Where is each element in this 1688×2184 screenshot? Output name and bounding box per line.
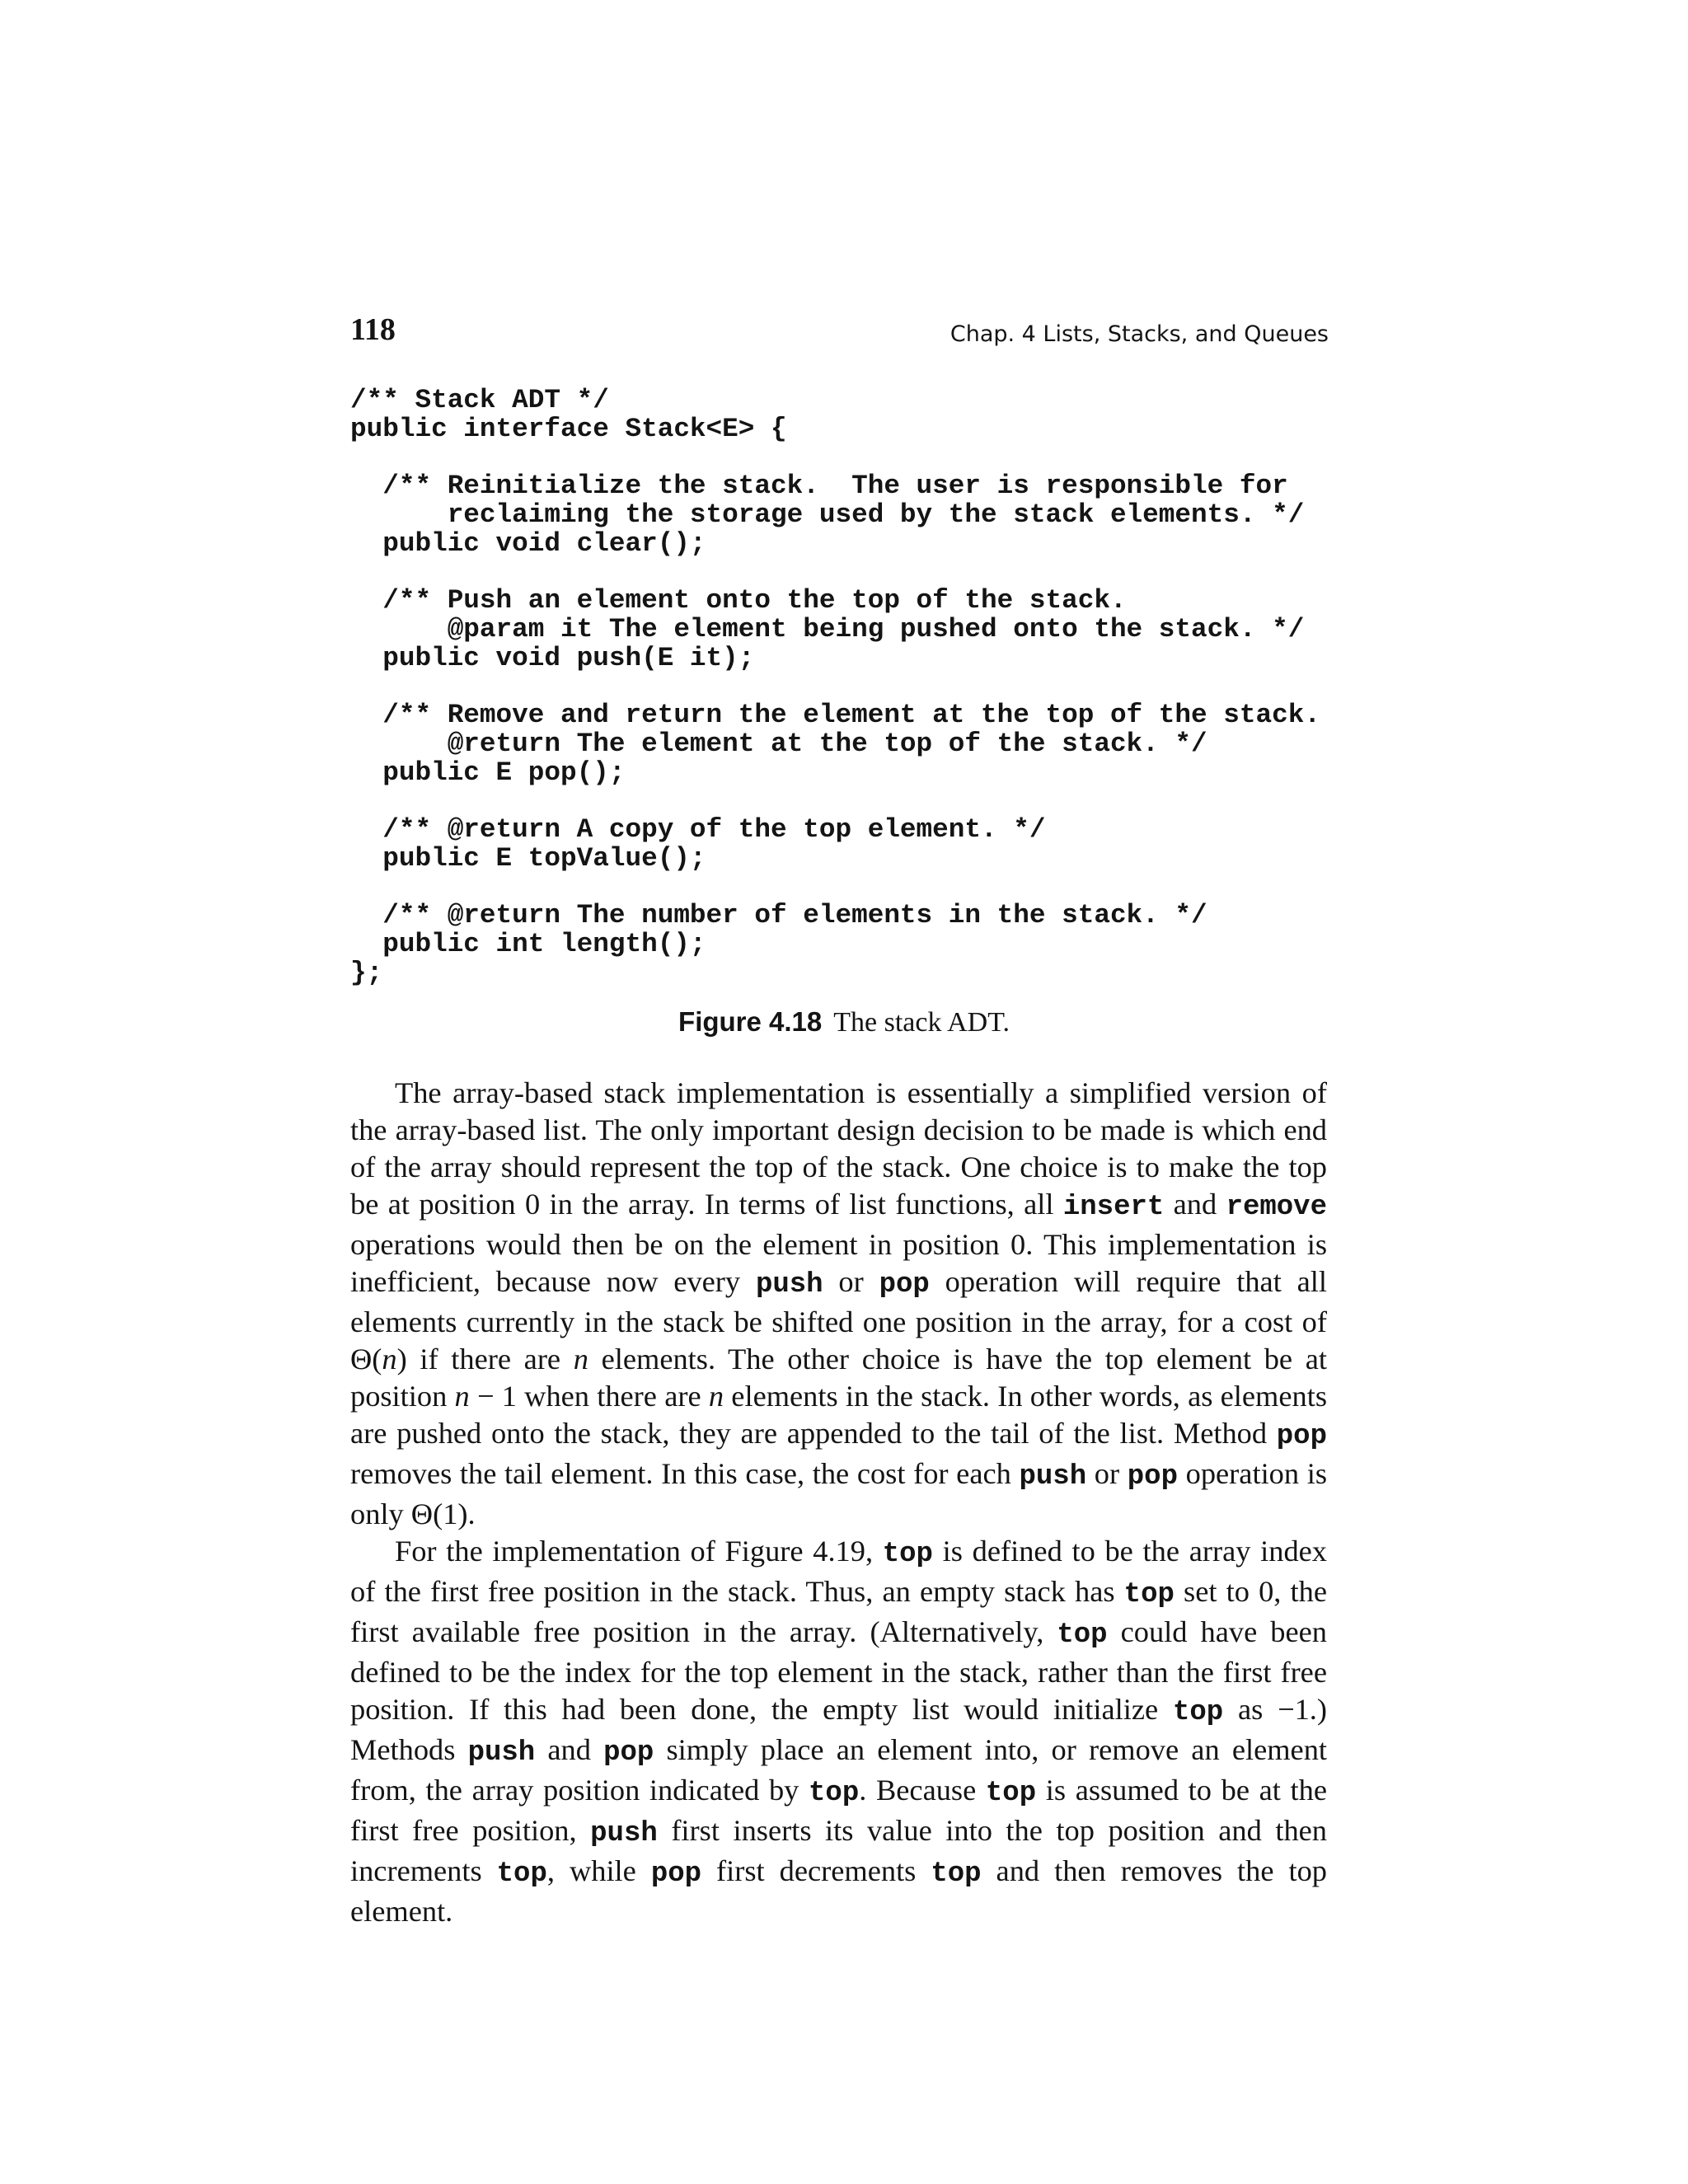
inline-code: top bbox=[809, 1778, 860, 1809]
text-run: and bbox=[1164, 1188, 1226, 1221]
math-expression: Θ(1) bbox=[410, 1497, 468, 1530]
math-expression: −1 bbox=[1278, 1693, 1310, 1726]
math-expression: n bbox=[573, 1343, 588, 1376]
code-line bbox=[350, 673, 1339, 701]
code-line: /** @return A copy of the top element. */ bbox=[350, 814, 1046, 845]
text-run: elements. The other choice is have the top element be at position bbox=[350, 1343, 1327, 1413]
inline-code: top bbox=[496, 1858, 547, 1890]
code-line: public E topValue(); bbox=[350, 843, 706, 874]
inline-code: pop bbox=[650, 1858, 702, 1890]
code-line: reclaiming the storage used by the stack elements. */ bbox=[350, 499, 1305, 530]
text-run: simply place an element into, or remove an element from, the array position indicated by bbox=[350, 1733, 1328, 1807]
text-run: if there are bbox=[406, 1343, 574, 1376]
code-line bbox=[350, 558, 1339, 586]
text-run: is defined to be the array index of the first free position in the stack. Thus, an empty stack has bbox=[350, 1535, 1327, 1608]
text-run: operation will require that all elements currently in the stack be shifted one position in the array, for a cost of bbox=[350, 1265, 1328, 1338]
code-line: public int length(); bbox=[350, 929, 706, 959]
inline-code: pop bbox=[603, 1737, 654, 1769]
code-line: /** @return The number of elements in the stack. */ bbox=[350, 900, 1207, 930]
text-run: operation is only bbox=[350, 1457, 1327, 1530]
text-run: and bbox=[535, 1733, 604, 1766]
inline-code: top bbox=[882, 1539, 933, 1570]
inline-code: push bbox=[467, 1737, 536, 1769]
math-expression: n bbox=[708, 1380, 724, 1413]
code-line: @param it The element being pushed onto the stack. */ bbox=[350, 614, 1305, 644]
text-run: , while bbox=[546, 1854, 651, 1887]
body-text bbox=[350, 1075, 1327, 1930]
figure-label: Figure 4.18 bbox=[678, 1006, 823, 1037]
page-number: 118 bbox=[350, 312, 396, 347]
inline-code: insert bbox=[1062, 1192, 1165, 1223]
code-line: public interface Stack<E> { bbox=[350, 414, 787, 444]
body-paragraph bbox=[350, 1075, 1327, 1533]
inline-code: pop bbox=[1276, 1421, 1327, 1452]
code-listing bbox=[350, 386, 1339, 987]
running-header: Chap. 4 Lists, Stacks, and Queues bbox=[950, 321, 1329, 347]
code-line bbox=[350, 443, 1339, 471]
code-line: /** Stack ADT */ bbox=[350, 385, 609, 415]
code-line: /** Push an element onto the top of the stack. bbox=[350, 585, 1127, 616]
code-line: /** Reinitialize the stack. The user is responsible for bbox=[350, 471, 1288, 501]
inline-code: top bbox=[985, 1778, 1037, 1809]
math-expression: Θ(n) bbox=[350, 1343, 407, 1376]
inline-code: top bbox=[1172, 1697, 1224, 1728]
text-run: . bbox=[467, 1497, 476, 1530]
text-run: when there are bbox=[516, 1380, 709, 1413]
text-run: For the implementation of Figure 4.19, bbox=[395, 1535, 883, 1568]
code-line bbox=[350, 873, 1339, 901]
text-run: operations would then be on the element in position 0. This implementation is inefficient, because now every bbox=[350, 1228, 1327, 1298]
code-line: public E pop(); bbox=[350, 757, 626, 788]
text-run: or bbox=[1086, 1457, 1128, 1490]
text-run: The array-based stack implementation is essentially a simplified version of the array-based list. The only important design decision to be made is which end of the array should represent the top of the stack. One choice is to make the top be at position 0 in the array. In terms of list functions, all bbox=[350, 1076, 1327, 1221]
body-paragraph bbox=[350, 1533, 1327, 1930]
inline-code: push bbox=[1019, 1461, 1087, 1493]
inline-code: top bbox=[931, 1858, 982, 1890]
inline-code: remove bbox=[1226, 1192, 1327, 1223]
inline-code: pop bbox=[1127, 1461, 1178, 1493]
text-run: set to 0, the first available free position in the array. (Alternatively, bbox=[350, 1575, 1327, 1648]
text-run: as bbox=[1223, 1693, 1278, 1726]
code-line: }; bbox=[350, 958, 383, 988]
text-run: or bbox=[823, 1265, 879, 1298]
text-run: first inserts its value into the top position and then increments bbox=[350, 1814, 1328, 1887]
inline-code: push bbox=[755, 1269, 823, 1301]
text-run: could have been defined to be the index for the top element in the stack, rather than the first free position. If this had been done, the empty list would initialize bbox=[350, 1615, 1328, 1726]
text-run: removes the tail element. In this case, the cost for each bbox=[350, 1457, 1020, 1490]
inline-code: pop bbox=[879, 1269, 930, 1301]
code-line: public void clear(); bbox=[350, 528, 706, 559]
text-run: . Because bbox=[859, 1774, 986, 1807]
inline-code: top bbox=[1057, 1619, 1108, 1651]
code-line: @return The element at the top of the stack. */ bbox=[350, 729, 1207, 759]
inline-code: push bbox=[590, 1818, 658, 1849]
math-expression: n − 1 bbox=[454, 1380, 517, 1413]
figure-caption bbox=[0, 1004, 1688, 1041]
text-run: and then removes the top element. bbox=[350, 1854, 1327, 1928]
code-line bbox=[350, 787, 1339, 815]
code-line: public void push(E it); bbox=[350, 643, 755, 673]
text-run: is assumed to be at the first free position, bbox=[350, 1774, 1328, 1847]
text-run: first decrements bbox=[701, 1854, 931, 1887]
code-line: /** Remove and return the element at the top of the stack. bbox=[350, 700, 1320, 730]
text-run: .) Methods bbox=[350, 1693, 1327, 1766]
text-run: elements in the stack. In other words, as elements are pushed onto the stack, they are appended to the tail of the list. Method bbox=[350, 1380, 1327, 1450]
figure-caption-text: The stack ADT. bbox=[833, 1007, 1010, 1038]
inline-code: top bbox=[1123, 1579, 1175, 1610]
